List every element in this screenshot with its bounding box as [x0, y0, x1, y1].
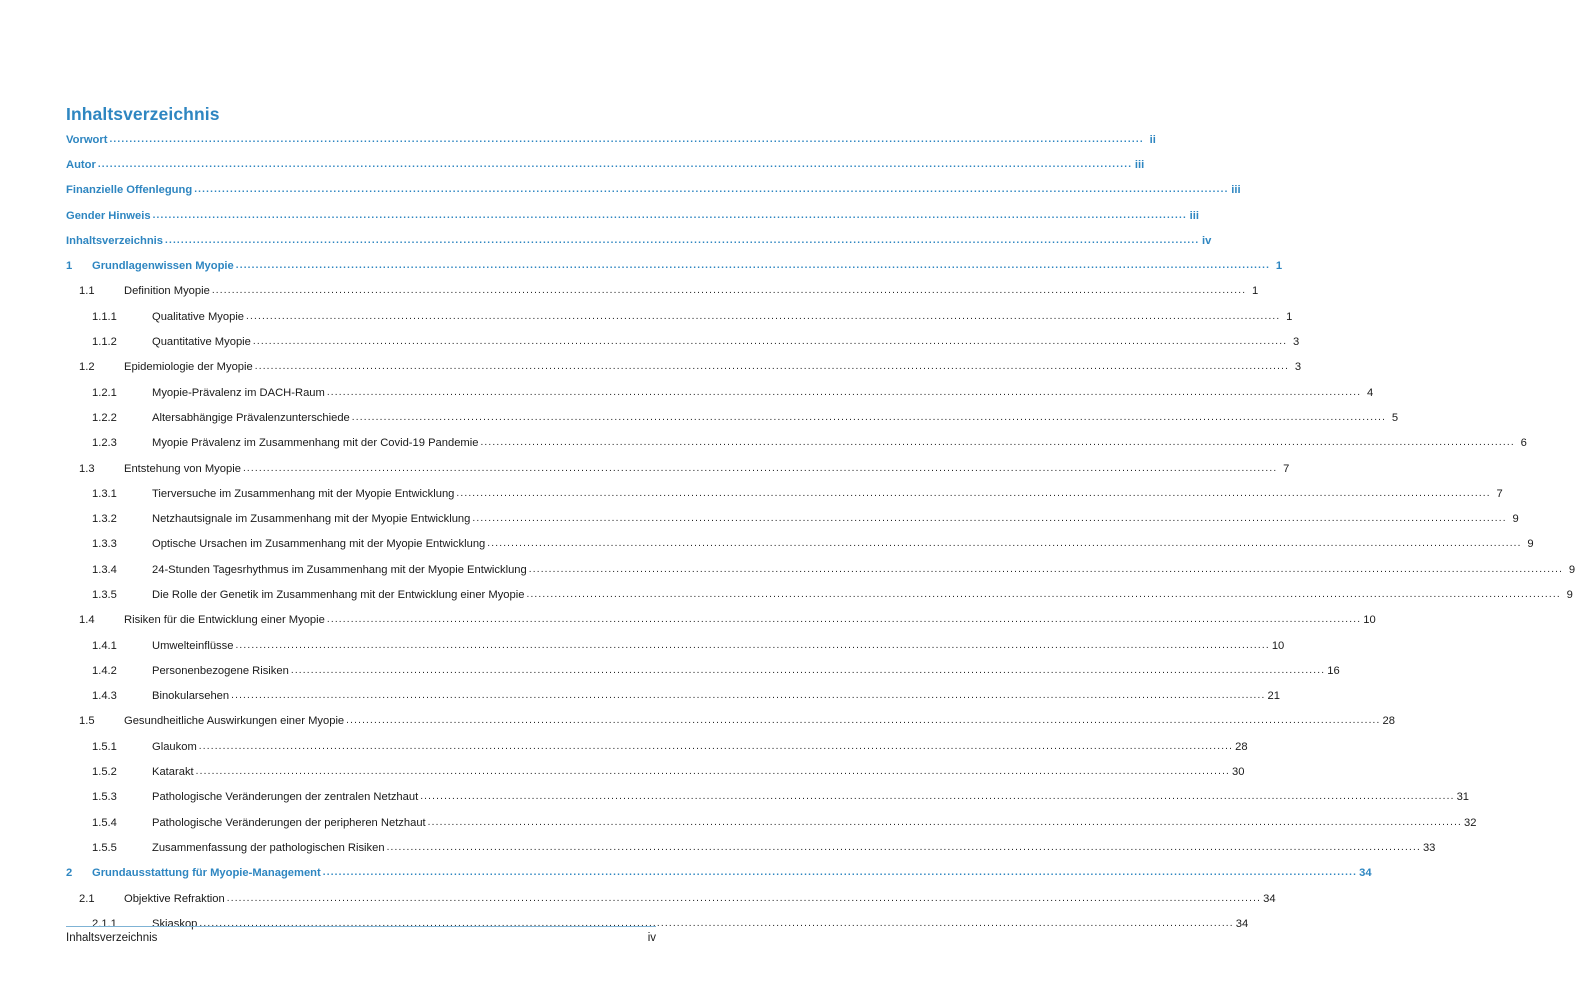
toc-entry-page: 9: [1568, 563, 1575, 576]
toc-dot-leader: ....................................................................................................................................................................................................................................................................: [326, 614, 1362, 626]
toc-entry[interactable]: [66, 532, 1534, 557]
toc-entry-number: 1.4.3: [92, 690, 117, 703]
toc-entry-label: 24-Stunden Tagesrhythmus im Zusammenhang mit der Myopie Entwicklung: [152, 563, 527, 576]
toc-dot-leader: ....................................................................................................................................................................................................................................................................: [242, 462, 1278, 474]
toc-entry-page: 28: [1235, 740, 1248, 753]
toc-dot-leader: ....................................................................................................................................................................................................................................................................: [252, 336, 1288, 348]
toc-dot-leader: ....................................................................................................................................................................................................................................................................: [235, 260, 1271, 272]
toc-entry-number: 1.5.5: [92, 841, 117, 854]
toc-entry-page: 1: [1275, 260, 1283, 273]
toc-entry-page: 7: [1496, 487, 1503, 500]
toc-entry-page: 10: [1271, 639, 1285, 652]
toc-entry-number: 1.1: [79, 285, 95, 298]
toc-entry[interactable]: [66, 329, 1300, 354]
toc-entry-page: 3: [1293, 336, 1300, 349]
toc-dot-leader: ....................................................................................................................................................................................................................................................................: [246, 310, 1281, 322]
toc-entry-label: Finanzielle Offenlegung: [66, 184, 193, 197]
toc-entry-number: 1.1.1: [92, 310, 117, 323]
toc-entry[interactable]: [66, 759, 1245, 784]
toc-entry-page: 16: [1327, 664, 1340, 677]
toc-entry[interactable]: [66, 633, 1285, 658]
toc-entry-label: Optische Ursachen im Zusammenhang mit der Myopie Entwicklung: [152, 538, 486, 551]
toc-dot-leader: ....................................................................................................................................................................................................................................................................: [97, 158, 1133, 170]
toc-entry[interactable]: [66, 785, 1470, 810]
toc-entry-number: 1.2.2: [92, 411, 117, 424]
table-of-contents: [66, 127, 1575, 937]
toc-entry[interactable]: [66, 810, 1477, 835]
toc-entry-number: 1.2.3: [92, 437, 117, 450]
toc-entry-page: iii: [1134, 158, 1145, 171]
toc-entry-page: 5: [1391, 411, 1399, 424]
toc-dot-leader: ....................................................................................................................................................................................................................................................................: [211, 285, 1247, 297]
footer-label: Inhaltsverzeichnis: [66, 932, 158, 944]
toc-entry[interactable]: [66, 684, 1280, 709]
toc-entry[interactable]: [66, 557, 1575, 582]
toc-entry-label: Qualitative Myopie: [152, 310, 245, 323]
toc-entry[interactable]: [66, 304, 1293, 329]
toc-entry-label: Risiken für die Entwicklung einer Myopie: [124, 614, 325, 627]
toc-entry-page: 7: [1283, 462, 1290, 475]
toc-entry-number: 1.4.2: [92, 664, 117, 677]
toc-entry-number: 1.3: [79, 462, 95, 475]
toc-dot-leader: ....................................................................................................................................................................................................................................................................: [195, 766, 1231, 778]
toc-entry-number: 2.1.1: [92, 917, 117, 930]
toc-entry-number: 1.4.1: [92, 639, 117, 652]
toc-entry-number: 1.1.2: [92, 336, 117, 349]
toc-entry-number: 1.3.5: [92, 588, 117, 601]
toc-dot-leader: ....................................................................................................................................................................................................................................................................: [290, 664, 1326, 676]
toc-entry[interactable]: [66, 608, 1376, 633]
toc-entry-label: Autor: [66, 158, 96, 171]
toc-entry-page: 3: [1294, 361, 1302, 374]
toc-entry-page: iii: [1189, 209, 1199, 222]
toc-entry-label: Glaukom: [152, 740, 197, 753]
toc-entry-page: 34: [1359, 867, 1372, 880]
toc-dot-leader: ....................................................................................................................................................................................................................................................................: [456, 487, 1491, 499]
toc-dot-leader: ....................................................................................................................................................................................................................................................................: [346, 715, 1381, 727]
toc-entry[interactable]: [66, 456, 1290, 481]
toc-entry-page: iv: [1202, 234, 1212, 247]
toc-dot-leader: ....................................................................................................................................................................................................................................................................: [322, 867, 1358, 879]
toc-entry-page: 9: [1566, 588, 1573, 601]
toc-entry[interactable]: [66, 582, 1573, 607]
toc-entry-label: Pathologische Veränderungen der zentralen Netzhaut: [152, 791, 419, 804]
toc-entry-number: 1.2: [79, 361, 95, 374]
toc-dot-leader: ....................................................................................................................................................................................................................................................................: [199, 917, 1234, 929]
toc-entry-page: ii: [1149, 133, 1156, 146]
toc-entry-page: 28: [1382, 715, 1395, 728]
toc-entry[interactable]: [66, 506, 1519, 531]
toc-entry-label: Entstehung von Myopie: [124, 462, 241, 475]
toc-entry[interactable]: [66, 228, 1212, 253]
toc-entry[interactable]: [66, 658, 1340, 683]
toc-entry-label: Gender Hinweis: [66, 209, 151, 222]
toc-entry-number: 2: [66, 867, 73, 880]
toc-dot-leader: ....................................................................................................................................................................................................................................................................: [326, 386, 1362, 398]
toc-entry-page: 31: [1456, 791, 1470, 804]
toc-entry[interactable]: [66, 279, 1259, 304]
toc-entry-label: Inhaltsverzeichnis: [66, 234, 163, 247]
toc-entry[interactable]: [66, 152, 1145, 177]
toc-entry-label: Vorwort: [66, 133, 108, 146]
toc-entry[interactable]: [66, 127, 1156, 152]
toc-entry-number: 1.5.3: [92, 791, 117, 804]
toc-entry-label: Quantitative Myopie: [152, 336, 251, 349]
toc-entry-label: Grundausstattung für Myopie-Management: [92, 867, 321, 880]
toc-dot-leader: ....................................................................................................................................................................................................................................................................: [254, 361, 1290, 373]
toc-entry-number: 1.5.2: [92, 766, 117, 779]
toc-entry-label: Tierversuche im Zusammenhang mit der Myopie Entwicklung: [152, 487, 455, 500]
toc-entry-label: Myopie Prävalenz im Zusammenhang mit der Covid-19 Pandemie: [152, 437, 479, 450]
toc-entry-label: Gesundheitliche Auswirkungen einer Myopie: [124, 715, 345, 728]
toc-entry-number: 1.5.4: [92, 816, 117, 829]
toc-entry-label: Altersabhängige Prävalenzunterschiede: [152, 411, 350, 424]
toc-entry[interactable]: [66, 734, 1248, 759]
toc-entry-label: Die Rolle der Genetik im Zusammenhang mit der Entwicklung einer Myopie: [152, 588, 525, 601]
toc-entry[interactable]: [66, 253, 1283, 278]
page-title: Inhaltsverzeichnis: [66, 104, 220, 124]
page-footer: [66, 926, 656, 944]
toc-entry-label: Skiaskop: [152, 917, 198, 930]
toc-dot-leader: ....................................................................................................................................................................................................................................................................: [198, 740, 1234, 752]
toc-dot-leader: ....................................................................................................................................................................................................................................................................: [351, 411, 1387, 423]
toc-entry-number: 1.4: [79, 614, 95, 627]
toc-entry-label: Umwelteinflüsse: [152, 639, 234, 652]
toc-entry[interactable]: [66, 380, 1374, 405]
toc-dot-leader: ....................................................................................................................................................................................................................................................................: [480, 437, 1515, 449]
toc-dot-leader: ....................................................................................................................................................................................................................................................................: [427, 816, 1463, 828]
toc-entry-page: 4: [1366, 386, 1374, 399]
toc-entry[interactable]: [66, 861, 1372, 886]
toc-entry-number: 1.3.3: [92, 538, 117, 551]
toc-entry-number: 1.5: [79, 715, 95, 728]
toc-entry[interactable]: [66, 886, 1276, 911]
toc-entry-label: Zusammenfassung der pathologischen Risiken: [152, 841, 385, 854]
toc-entry-label: Objektive Refraktion: [124, 892, 225, 905]
toc-entry-label: Katarakt: [152, 766, 194, 779]
toc-entry-number: 1.3.2: [92, 513, 117, 526]
toc-dot-leader: ....................................................................................................................................................................................................................................................................: [231, 690, 1266, 702]
toc-entry-page: 34: [1235, 917, 1249, 930]
toc-entry-page: 6: [1520, 437, 1527, 450]
toc-dot-leader: ....................................................................................................................................................................................................................................................................: [487, 538, 1522, 550]
toc-entry-page: 34: [1263, 892, 1276, 905]
toc-entry-label: Epidemiologie der Myopie: [124, 361, 253, 374]
toc-dot-leader: ....................................................................................................................................................................................................................................................................: [235, 639, 1270, 651]
toc-dot-leader: ....................................................................................................................................................................................................................................................................: [386, 841, 1421, 853]
toc-entry-page: 1: [1286, 310, 1293, 323]
toc-entry-page: 1: [1251, 285, 1259, 298]
toc-entry-number: 2.1: [79, 892, 95, 905]
toc-entry-label: Personenbezogene Risiken: [152, 664, 289, 677]
toc-entry-number: 1: [66, 260, 73, 273]
toc-entry-page: 32: [1464, 816, 1477, 829]
toc-entry[interactable]: [66, 178, 1241, 203]
toc-entry-page: 30: [1232, 766, 1245, 779]
footer-page-number: iv: [647, 932, 656, 944]
toc-entry-page: 33: [1422, 841, 1436, 854]
toc-entry-number: 1.2.1: [92, 386, 117, 399]
toc-entry[interactable]: [66, 405, 1399, 430]
toc-entry[interactable]: [66, 835, 1436, 860]
toc-entry-label: Myopie-Prävalenz im DACH-Raum: [152, 386, 325, 399]
toc-entry[interactable]: [66, 355, 1302, 380]
toc-entry-page: iii: [1231, 184, 1241, 197]
toc-entry-label: Definition Myopie: [124, 285, 210, 298]
toc-entry[interactable]: [66, 431, 1527, 456]
toc-entry-number: 1.5.1: [92, 740, 117, 753]
toc-dot-leader: ....................................................................................................................................................................................................................................................................: [472, 513, 1507, 525]
toc-dot-leader: ....................................................................................................................................................................................................................................................................: [152, 209, 1187, 221]
toc-entry-number: 1.3.1: [92, 487, 117, 500]
toc-entry-page: 9: [1527, 538, 1534, 551]
toc-dot-leader: ....................................................................................................................................................................................................................................................................: [165, 234, 1200, 246]
toc-entry-label: Binokularsehen: [152, 690, 230, 703]
toc-entry[interactable]: [66, 203, 1199, 228]
toc-entry-page: 21: [1267, 690, 1280, 703]
toc-dot-leader: ....................................................................................................................................................................................................................................................................: [528, 563, 1564, 575]
toc-entry-page: 10: [1363, 614, 1376, 627]
toc-entry-label: Pathologische Veränderungen der peripheren Netzhaut: [152, 816, 426, 829]
toc-entry-label: Netzhautsignale im Zusammenhang mit der Myopie Entwicklung: [152, 513, 471, 526]
toc-dot-leader: ....................................................................................................................................................................................................................................................................: [420, 791, 1455, 803]
toc-dot-leader: ....................................................................................................................................................................................................................................................................: [226, 892, 1262, 904]
toc-dot-leader: ....................................................................................................................................................................................................................................................................: [526, 588, 1561, 600]
toc-entry-number: 1.3.4: [92, 563, 117, 576]
toc-entry-page: 9: [1512, 513, 1519, 526]
toc-dot-leader: ....................................................................................................................................................................................................................................................................: [109, 133, 1144, 145]
toc-dot-leader: ....................................................................................................................................................................................................................................................................: [194, 184, 1229, 196]
toc-entry[interactable]: [66, 481, 1503, 506]
toc-entry[interactable]: [66, 709, 1395, 734]
toc-entry-label: Grundlagenwissen Myopie: [92, 260, 234, 273]
